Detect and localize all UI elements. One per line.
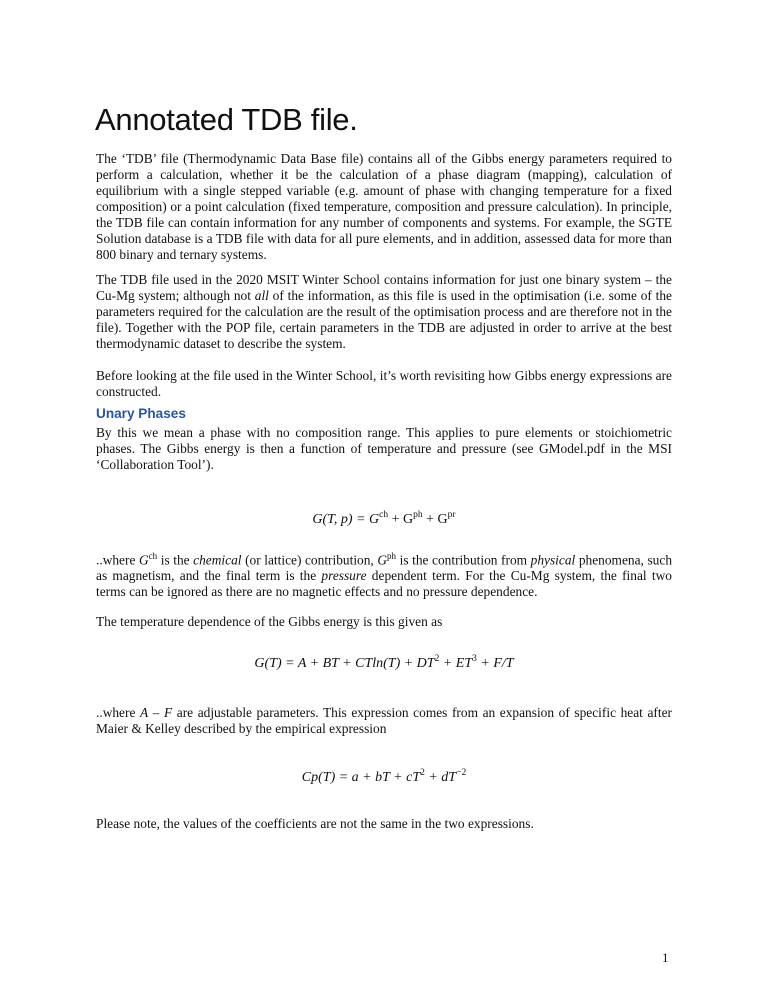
page-number: 1 xyxy=(662,950,669,965)
coefficients-note: Please note, the values of the coefficients are not the same in the two expressions. xyxy=(96,816,534,831)
section-heading-unary-phases: Unary Phases xyxy=(96,406,186,421)
equation-heat-capacity: Cp(T) = a + bT + $cT^2 + dT^{-2}$ xyxy=(301,768,467,785)
parameters-paragraph: ..where A – F are adjustable parameters. This expression comes from an expansion of specific heat after Maier & Kelley described by the empirical expression xyxy=(96,705,672,736)
gibbs-intro-paragraph: Before looking at the file used in the Winter School, it’s worth revisiting how Gibbs energy expressions are constructed. xyxy=(96,368,672,399)
where-paragraph: ..where $G^{ch}$ is the chemical (or lattice) contribution, $G^{ph}$ is the contribution from physical phenomena, such as magnetism, and the final term is the pressure dependent term. For the Cu-Mg system, the final two terms can be ignored as there are no magnetic effects and no pressure dependence. xyxy=(96,551,673,600)
equation-gibbs-total: G(T, $p) = G^{ch} + G^{ph} + G^{pr}$ xyxy=(312,510,456,527)
equation-gibbs-temperature: G(T) = A + BT + $CTln(T) + DT^2 + ET^3 + F/T$ xyxy=(254,654,514,671)
page-title: Annotated TDB file. xyxy=(95,102,358,137)
intro-paragraph: The ‘TDB’ file (Thermodynamic Data Base file) contains all of the Gibbs energy parameters required to perform a calculation, whether it be the calculation of a phase diagram (mapping), calculation of equilibrium with a single stepped variable (e.g. amount of phase with changing temperature for a fixed composition) or a point calculation (fixed temperature, composition and pressure calculation). In principle, the TDB file can contain information for any number of components and systems. For example, the SGTE Solution database is a TDB file with data for all pure elements, and in addition, assessed data for more than 800 binary and ternary systems. xyxy=(96,151,672,262)
unary-paragraph: By this we mean a phase with no composition range. This applies to pure elements or stoichiometric phases. The Gibbs energy is then a function of temperature and pressure (see GModel.pdf in the MSI ‘Collaboration Tool’). xyxy=(96,425,672,472)
cu-mg-paragraph: The TDB file used in the 2020 MSIT Winter School contains information for just one binary system – the Cu-Mg system; although not all of the information, as this file is used in the optimisation (i.e. some of the parameters required for the calculation are the result of the optimisation process and are therefore not in the file). Together with the POP file, certain parameters in the TDB are adjusted in order to arrive at the best thermodynamic dataset to describe the system. xyxy=(96,272,672,351)
temperature-dependence-paragraph: The temperature dependence of the Gibbs energy is this given as xyxy=(96,614,443,629)
